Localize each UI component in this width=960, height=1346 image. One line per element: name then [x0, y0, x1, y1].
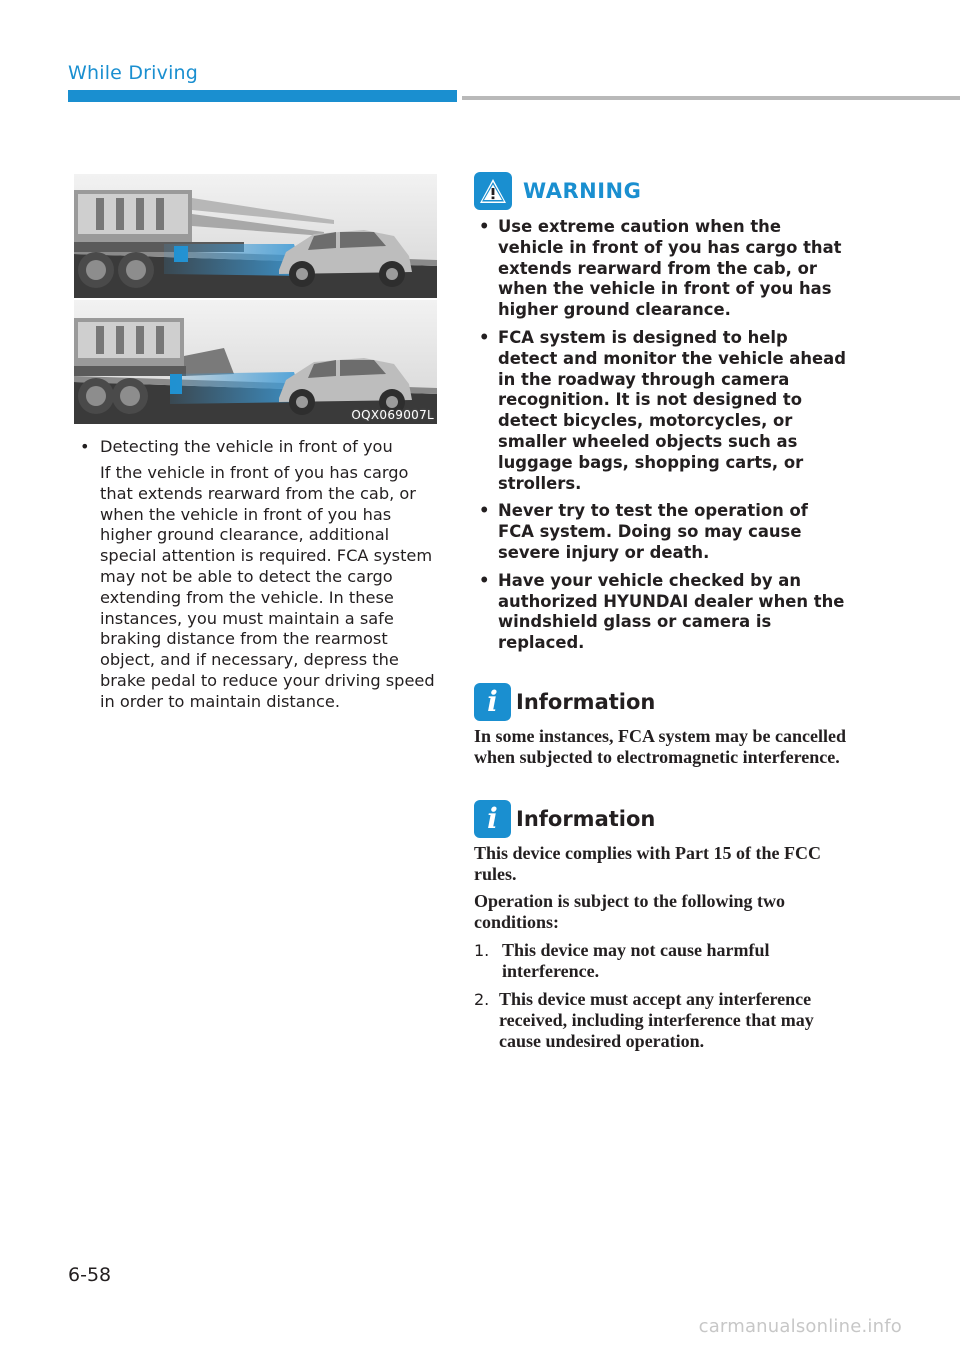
information-paragraph: Operation is subject to the following two conditions:: [474, 890, 785, 932]
information-paragraph: This device complies with Part 15 of the FCC rules.: [474, 842, 821, 884]
list-item: [76, 436, 442, 457]
image-code: OQX069007L: [351, 408, 434, 422]
warning-list: [474, 217, 846, 654]
header-title: While Driving: [68, 62, 199, 84]
header-rule: [462, 96, 960, 100]
illustration-truck-high-cargo: [74, 174, 437, 298]
bullet: •: [80, 437, 90, 456]
list-item: [474, 217, 846, 321]
right-column: [474, 172, 846, 1052]
info-icon: i: [474, 683, 511, 721]
warning-title: WARNING: [523, 179, 642, 203]
item-text: This device must accept any interference received, including interference that may cause undesired operation.: [499, 988, 814, 1051]
list-item: [474, 328, 846, 494]
header-accent-bar: [68, 90, 457, 102]
warning-item-text: Have your vehicle checked by an authorized HYUNDAI dealer when the windshield glass or camera is replaced.: [498, 570, 845, 653]
item-text: This device may not cause harmful interference.: [502, 939, 770, 981]
information-title: Information: [516, 689, 656, 714]
watermark: carmanualsonline.info: [698, 1316, 902, 1337]
list-item: [474, 571, 846, 654]
information-title: Information: [516, 806, 656, 831]
warning-item-text: Never try to test the operation of FCA system. Doing so may cause severe injury or death.: [498, 501, 808, 562]
info-icon: i: [474, 800, 511, 838]
left-column: [76, 436, 442, 713]
list-item: [474, 501, 846, 563]
item-number: 2.: [474, 989, 490, 1009]
bullet: •: [479, 570, 490, 590]
warning-item-text: FCA system is designed to help detect and monitor the vehicle ahead in the roadway through camera recognition. It is not designed to detect bicycles, motorcycles, or smaller wheeled objects such as luggage bags, shopping carts, or strollers.: [498, 327, 846, 493]
information-box-1: [474, 683, 846, 768]
page-number: 6-58: [68, 1264, 112, 1286]
warning-item-text: Use extreme caution when the vehicle in front of you has cargo that extends rearward from the cab, or when the vehicle in front of you has higher ground clearance.: [498, 217, 842, 320]
information-text: In some instances, FCA system may be cancelled when subjected to electromagnetic interference.: [474, 725, 846, 767]
bullet: •: [479, 327, 490, 347]
information-header: [474, 683, 846, 721]
warning-triangle-icon: [474, 172, 512, 210]
warning-box: [474, 172, 846, 654]
bullet: •: [479, 501, 490, 521]
numbered-item: [474, 989, 846, 1052]
bullet: •: [479, 217, 490, 236]
warning-header: [474, 172, 846, 210]
body-paragraph: If the vehicle in front of you has cargo that extends rearward from the cab, or when the vehicle in front of you has higher ground clearance, additional special attention is required. FCA system may not be able to detect the cargo extending from the vehicle. In these instances, you must maintain a safe braking distance from the rearmost object, and if necessary, depress the brake pedal to reduce your driving speed in order to maintain distance.: [100, 463, 435, 711]
information-header: [474, 800, 846, 838]
illustration-truck-high-clearance: [74, 300, 437, 424]
item-number: 1.: [474, 940, 490, 960]
information-box-2: [474, 800, 846, 1052]
bullet-label: Detecting the vehicle in front of you: [100, 437, 393, 456]
numbered-item: [474, 940, 846, 982]
